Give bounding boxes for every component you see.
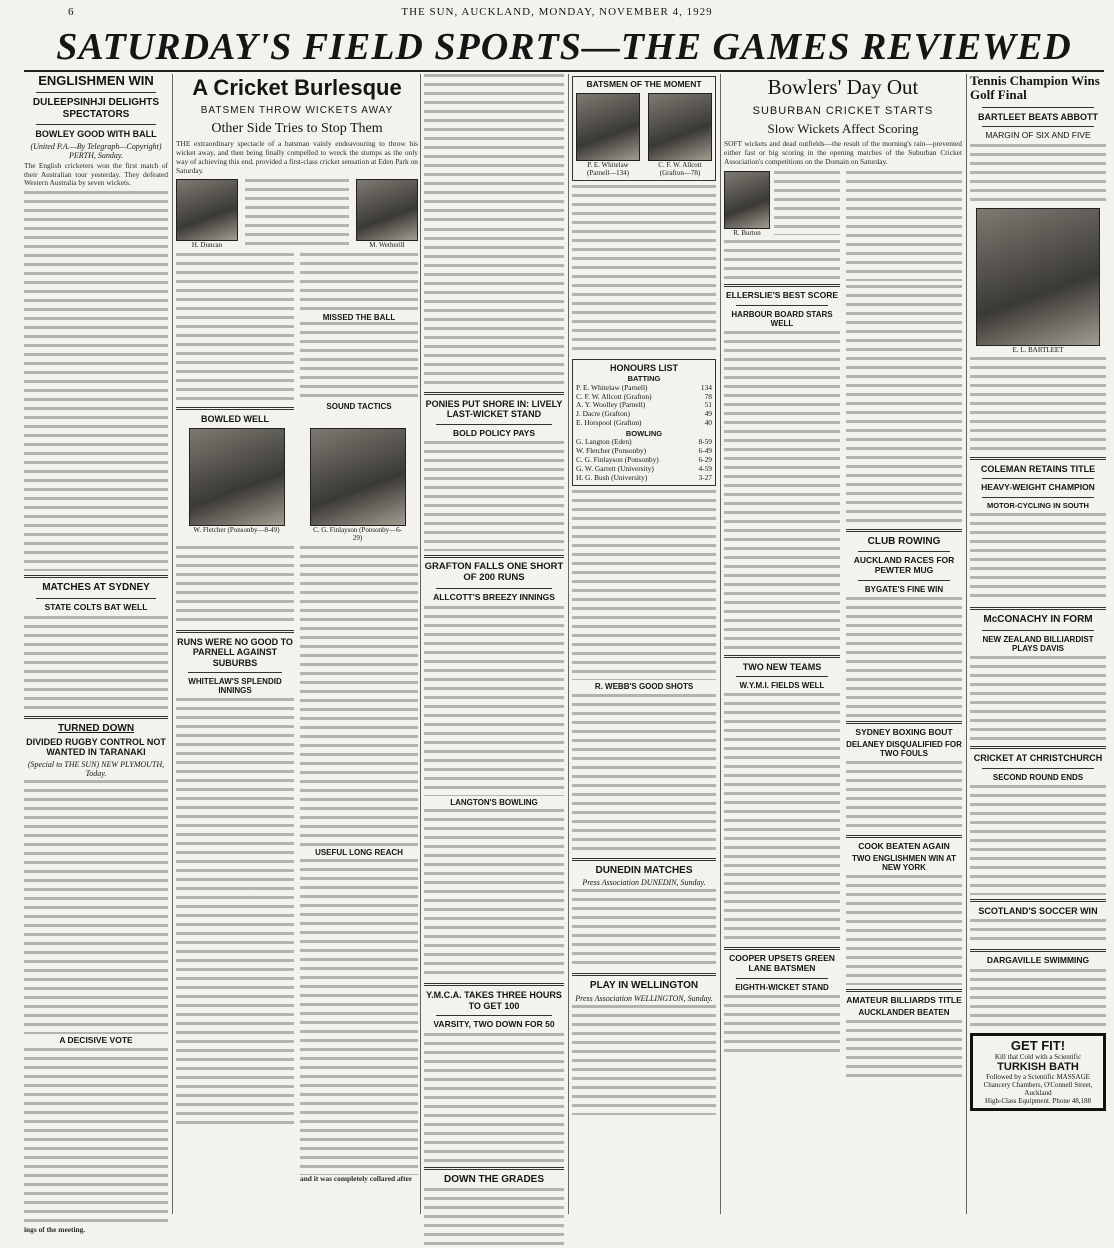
headline: TWO NEW TEAMS — [742, 661, 822, 672]
headline: McCONACHY IN FORM — [983, 614, 1093, 626]
headline: MATCHES AT SYDNEY — [42, 582, 150, 594]
column-rule — [420, 74, 421, 1214]
player-name: H. G. Bush (University) — [576, 472, 648, 482]
dateline: THE SUN, AUCKLAND, MONDAY, NOVEMBER 4, 1929 — [401, 6, 713, 18]
closing-line: ings of the meeting. — [24, 1224, 86, 1234]
article-text — [424, 606, 564, 796]
agency-line: Press Association DUNEDIN, Sunday. — [582, 878, 706, 888]
player-figure: 51 — [704, 400, 712, 410]
subheadline: MOTOR-CYCLING IN SOUTH — [987, 500, 1089, 510]
agency-line: (Special to THE SUN) NEW PLYMOUTH, Today. — [27, 759, 165, 778]
article-text — [846, 597, 962, 717]
photo-caption: C. F. W. Allcott (Grafton—78) — [658, 160, 702, 177]
subheadline: TWO ENGLISHMEN WIN AT NEW YORK — [852, 853, 956, 873]
headline: COOK BEATEN AGAIN — [858, 841, 950, 852]
headline: ENGLISHMEN WIN — [38, 73, 154, 88]
article-text — [572, 490, 716, 680]
player-name: G. W. Garrett (University) — [576, 463, 654, 473]
column-rule — [172, 74, 173, 1214]
player-name: C. G. Finlayson (Ponsonby) — [576, 454, 659, 464]
player-name: A. Y. Woolley (Parnell) — [576, 400, 646, 410]
advert-line: TURKISH BATH — [997, 1061, 1079, 1074]
article-text — [424, 74, 564, 224]
scoreboard-text — [24, 191, 168, 571]
article-text — [846, 875, 962, 985]
player-figure: 6-49 — [698, 446, 712, 456]
column-rule — [720, 74, 721, 1214]
article-text — [424, 1033, 564, 1163]
closing-line: and it was completely collared after — [300, 1174, 413, 1184]
article-text — [572, 889, 716, 969]
article-text — [846, 171, 962, 281]
column-englishmen — [24, 73, 168, 1234]
feature-box — [572, 76, 716, 181]
article-text — [300, 546, 418, 846]
subheadline: BOWLING — [625, 428, 663, 438]
article-text — [24, 1048, 168, 1226]
article-text — [970, 919, 1106, 945]
portrait-whitelaw — [576, 93, 640, 161]
subheadline: MARGIN OF SIX AND FIVE — [985, 129, 1091, 140]
column-bowlers-day — [724, 74, 962, 1214]
subheadline: HEAVY-WEIGHT CHAMPION — [981, 482, 1095, 493]
headline: Tennis Champion Wins Golf Final — [970, 73, 1100, 103]
lead-paragraph: The English cricketers won the first match of their Australian tour yesterday. They defeated Western Australia by seven wickets. — [24, 160, 168, 188]
scoreboard-text — [572, 185, 716, 355]
headline: SCOTLAND'S SOCCER WIN — [978, 905, 1098, 916]
article-text — [970, 357, 1106, 453]
lead-paragraph: THE extraordinary spectacle of a batsman vainly endeavouring to throw his wicket away, and then being finally compelled to wreck the stumps as the only way of achieving this end, provided a first-class cricket sensation at Eden Park on Saturday. — [176, 139, 418, 175]
headline: BATSMEN OF THE MOMENT — [586, 79, 702, 89]
subheadline: STATE COLTS BAT WELL — [44, 601, 148, 612]
article-text — [970, 969, 1106, 1029]
headline: CLUB ROWING — [867, 535, 941, 547]
subheadline: Other Side Tries to Stop Them — [211, 120, 383, 136]
player-figure: 49 — [704, 409, 712, 419]
column-rule — [568, 74, 569, 1214]
portrait-burton — [724, 171, 770, 229]
subheadline: LANGTON'S BOWLING — [450, 798, 538, 808]
subheadline: SOUND TACTICS — [326, 401, 392, 411]
photo-caption: E. L. BARTLEET — [1012, 345, 1064, 354]
player-figure: 6-29 — [698, 454, 712, 464]
portrait-fletcher — [189, 428, 285, 526]
article-text — [724, 240, 840, 280]
article-text — [572, 1005, 716, 1115]
article-text — [724, 995, 840, 1055]
headline: DUNEDIN MATCHES — [595, 864, 693, 876]
headline: ELLERSLIE'S BEST SCORE — [725, 289, 839, 300]
subheadline: DELANEY DISQUALIFIED FOR TWO FOULS — [846, 739, 962, 758]
turkish-bath-advert — [970, 1033, 1106, 1111]
headline: CRICKET AT CHRISTCHURCH — [973, 753, 1103, 764]
scoreboard-text — [724, 331, 840, 651]
column-grafton — [424, 74, 564, 1214]
photo-caption: C. G. Finlayson (Ponsonby—6-29) — [313, 526, 402, 543]
player-name: P. E. Whitelaw (Parnell) — [576, 382, 648, 392]
headline: RUNS WERE NO GOOD TO PARNELL AGAINST SUBURBS — [177, 637, 293, 668]
article-text — [424, 1188, 564, 1248]
headline: DARGAVILLE SWIMMING — [986, 955, 1090, 966]
scoreboard-text — [846, 285, 962, 525]
player-name: C. F. W. Allcott (Grafton) — [576, 391, 652, 401]
agency-line: Press Association WELLINGTON, Sunday. — [575, 993, 713, 1003]
subheadline: EIGHTH-WICKET STAND — [735, 982, 829, 992]
subheadline: W.Y.M.I. FIELDS WELL — [739, 681, 825, 691]
subheadline: HARBOUR BOARD STARS WELL — [731, 309, 833, 328]
headline: PLAY IN WELLINGTON — [589, 980, 699, 992]
player-figure: 8-59 — [698, 437, 712, 447]
subheadline: A DECISIVE VOTE — [59, 1034, 133, 1045]
portrait-wetherill — [356, 179, 418, 241]
photo-caption: M. Wetherill — [369, 240, 405, 249]
article-text — [846, 1020, 962, 1080]
headline: SYDNEY BOXING BOUT — [855, 726, 953, 737]
article-text — [24, 780, 168, 1034]
subheadline: VARSITY, TWO DOWN FOR 50 — [433, 1018, 555, 1029]
headline: DOWN THE GRADES — [444, 1173, 544, 1185]
article-text — [176, 546, 294, 626]
headline: BOWLED WELL — [201, 413, 269, 424]
bowling-list — [576, 438, 712, 482]
article-text — [24, 616, 168, 712]
honours-row — [576, 419, 712, 428]
honours-box — [572, 359, 716, 487]
article-text — [970, 513, 1106, 603]
article-text — [300, 322, 418, 402]
advert-line: High-Class Equipment. Phone 48,188 — [985, 1097, 1091, 1106]
player-figure: 4-59 — [698, 463, 712, 473]
article-text — [176, 253, 294, 403]
subheadline: NEW ZEALAND BILLIARDIST PLAYS DAVIS — [982, 634, 1094, 654]
headline: PONIES PUT SHORE IN: LIVELY LAST-WICKET STAND — [425, 399, 563, 420]
subheadline: MISSED THE BALL — [322, 312, 396, 322]
player-figure: 3-27 — [698, 472, 712, 482]
scoreboard-text — [424, 809, 564, 979]
article-text — [300, 253, 418, 313]
page-banner: SATURDAY'S FIELD SPORTS—THE GAMES REVIEWED — [24, 24, 1104, 72]
headline: Y.M.C.A. TAKES THREE HOURS TO GET 100 — [426, 990, 562, 1011]
agency-line: (United P.A.—By Telegraph—Copyright) PERTH, Sunday. — [30, 141, 162, 160]
headline: HONOURS LIST — [609, 362, 678, 373]
subheadline: BATSMEN THROW WICKETS AWAY — [200, 105, 394, 117]
player-figure: 78 — [704, 391, 712, 401]
headline: AMATEUR BILLIARDS TITLE — [846, 995, 962, 1006]
lead-paragraph: SOFT wickets and dead outfields—the result of the morning's rain—prevented either fast or big scoring in the opening matches of the Suburban Cricket Association's competitions on the Domain on Saturday. — [724, 139, 962, 166]
article-text — [572, 694, 716, 854]
photo-caption: H. Duncan — [191, 240, 223, 249]
photo-caption: R. Burton — [733, 228, 761, 237]
subheadline: BATTING — [627, 374, 661, 384]
subheadline: SUBURBAN CRICKET STARTS — [752, 105, 934, 118]
photo-caption: W. Fletcher (Ponsonby—8-49) — [193, 526, 280, 535]
portrait-bartleet — [976, 208, 1100, 346]
player-name: E. Horspool (Grafton) — [576, 417, 642, 427]
headline: COLEMAN RETAINS TITLE — [980, 463, 1096, 474]
advert-headline: GET FIT! — [1010, 1037, 1066, 1053]
portrait-duncan — [176, 179, 238, 241]
player-figure: 40 — [704, 417, 712, 427]
column-tennis-champion — [970, 74, 1106, 1214]
headline: COOPER UPSETS GREEN LANE BATSMEN — [729, 953, 835, 974]
article-text — [300, 859, 418, 1175]
article-text — [245, 179, 349, 247]
article-text — [970, 144, 1106, 204]
headline: TURNED DOWN — [57, 722, 135, 734]
advert-line: Chancery Chambers, O'Connell Street, Auckland — [983, 1081, 1093, 1098]
subheadline: ALLCOTT'S BREEZY INNINGS — [433, 592, 555, 603]
portrait-finlayson — [310, 428, 406, 526]
advert-line: Kill that Cold with a Scientific — [994, 1053, 1082, 1062]
subheadline: BYGATE'S FINE WIN — [864, 584, 944, 594]
subheadline: AUCKLANDER BEATEN — [858, 1008, 950, 1018]
column-batsmen-moment — [572, 74, 716, 1214]
subheadline: USEFUL LONG REACH — [315, 848, 403, 858]
subheadline: SECOND ROUND ENDS — [992, 772, 1084, 782]
player-figure: 134 — [700, 382, 712, 392]
photo-caption: P. E. Whitelaw (Parnell—134) — [587, 160, 629, 177]
article-text — [970, 785, 1106, 895]
subheadline: Slow Wickets Affect Scoring — [767, 120, 919, 136]
subheadline: BARTLEET BEATS ABBOTT — [978, 111, 1098, 122]
subheadline: BOLD POLICY PAYS — [452, 427, 536, 438]
advert-line: Followed by a Scientific MASSAGE — [986, 1073, 1090, 1082]
article-text — [846, 761, 962, 831]
column-cricket-burlesque — [176, 74, 418, 1214]
subheadline: DULEEPSINHJI DELIGHTS SPECTATORS — [32, 97, 160, 120]
subheadline: BOWLEY GOOD WITH BALL — [35, 129, 157, 140]
article-text — [970, 656, 1106, 742]
subheadline: R. WEBB'S GOOD SHOTS — [594, 682, 694, 692]
portrait-allcott — [648, 93, 712, 161]
player-name: J. Dacre (Grafton) — [576, 409, 630, 419]
scoreboard-text — [424, 228, 564, 388]
honours-row — [576, 474, 712, 483]
player-name: W. Fletcher (Ponsonby) — [576, 446, 647, 456]
subheadline: AUCKLAND RACES FOR PEWTER MUG — [853, 555, 955, 576]
subheadline: DIVIDED RUGBY CONTROL NOT WANTED IN TARANAKI — [26, 737, 166, 758]
article-text — [176, 698, 294, 1128]
subheadline: WHITELAW'S SPLENDID INNINGS — [188, 677, 282, 696]
batting-list — [576, 384, 712, 428]
player-name: G. Langton (Eden) — [576, 437, 632, 447]
article-text — [424, 441, 564, 551]
headline: Bowlers' Day Out — [767, 75, 919, 99]
page-number: 6 — [68, 6, 74, 18]
article-text — [774, 171, 840, 235]
scoreboard-text — [724, 693, 840, 943]
column-rule — [966, 74, 967, 1214]
headline: GRAFTON FALLS ONE SHORT OF 200 RUNS — [424, 561, 564, 584]
headline: A Cricket Burlesque — [192, 75, 402, 100]
folio-line — [0, 6, 1114, 22]
